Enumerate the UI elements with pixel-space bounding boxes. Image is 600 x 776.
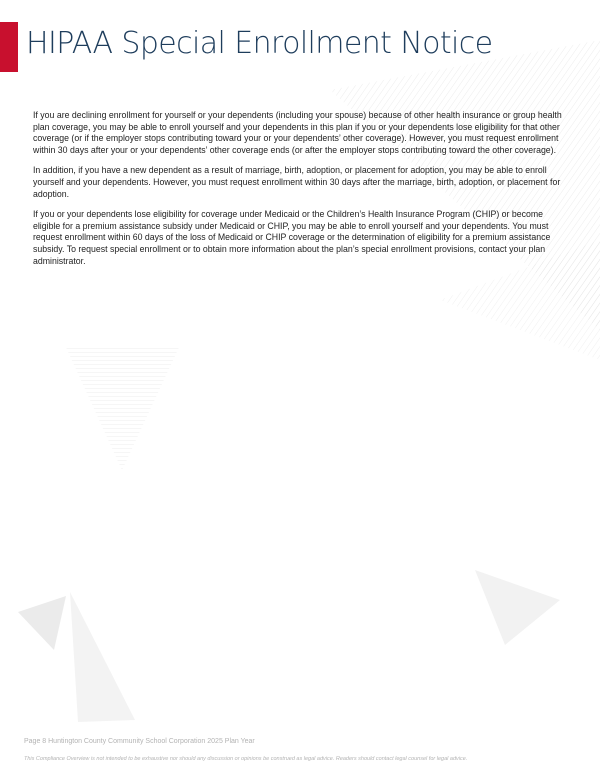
footer-disclaimer: This Compliance Overview is not intended to be exhaustive nor should any discussion or opinions be construed as legal advice. Readers should contact legal counsel for legal advice.	[24, 756, 468, 762]
paragraph-other-coverage: If you are declining enrollment for yourself or your dependents (including your spouse) because of other health insurance or group health plan coverage, you may be able to enroll yourself and your dependents in this plan if you or your dependents lose eligibility for that other coverage (or if the employer stops contributing toward your or your dependents’ other coverage). However, you must request enrollment within 30 days after your or your dependents’ other coverage ends (or after the employer stops contributing toward the other coverage).	[33, 110, 562, 155]
paragraph-medicaid-chip: If you or your dependents lose eligibility for coverage under Medicaid or the Children’s Health Insurance Program (CHIP) or become eligible for a premium assistance subsidy under Medicaid or CHIP, you may be able to enroll yourself and your dependents. You must request enrollment within 60 days of the loss of Medicaid or CHIP coverage or the determination of eligibility for a premium assistance subsidy. To request special enrollment or to obtain more information about the plan’s special enrollment provisions, contact your plan administrator.	[33, 209, 551, 266]
paragraph-new-dependent: In addition, if you have a new dependent as a result of marriage, birth, adoption, or placement for adoption, you may be able to enroll yourself and your dependents. However, you must request enrollment within 30 days after the marriage, birth, adoption, or placement for adoption.	[33, 165, 561, 199]
page-title: HIPAA Special Enrollment Notice	[26, 26, 493, 61]
notice-body	[33, 110, 567, 276]
deco-triangle-light-right	[475, 570, 560, 645]
deco-triangle-gray-left	[18, 596, 66, 650]
footer-page-label: Page 8 Huntington County Community School Corporation 2025 Plan Year	[24, 738, 255, 745]
deco-hatch-left-triangle	[65, 345, 180, 470]
deco-triangle-light-left	[70, 592, 135, 722]
header-accent-bar	[0, 22, 18, 72]
